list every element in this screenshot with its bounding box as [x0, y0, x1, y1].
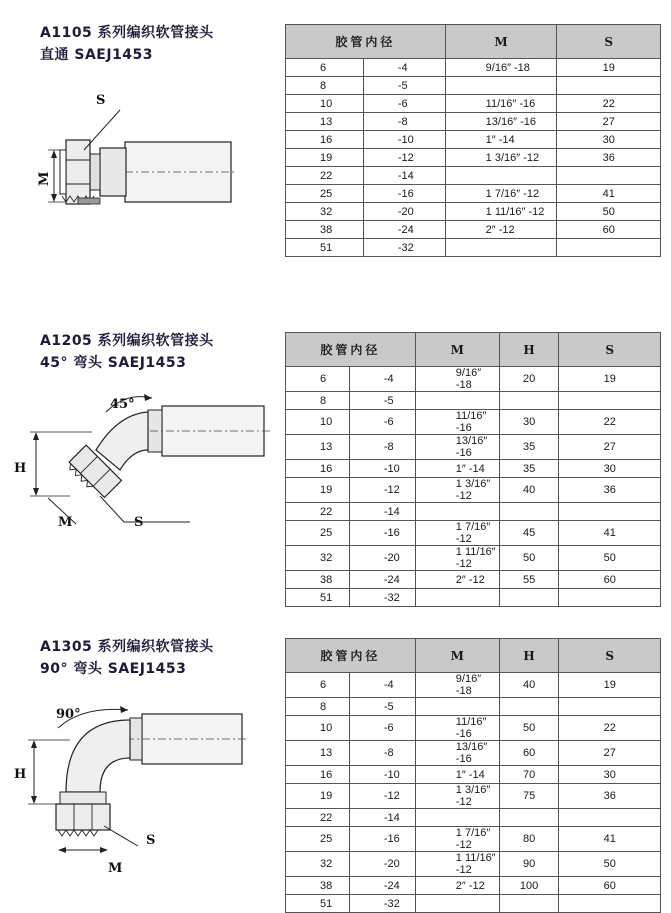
cell-dash-size: -5 [349, 392, 415, 410]
cell-height-h [499, 392, 559, 410]
cell-hex-s: 50 [559, 546, 661, 571]
cell-hose-mm: 16 [286, 766, 350, 784]
table-row [286, 239, 661, 257]
spec-table [285, 24, 661, 257]
cell-thread-m: 1 11/16″ -12 [445, 203, 557, 221]
cell-dash-size: -6 [349, 410, 415, 435]
cell-hose-mm: 19 [286, 784, 350, 809]
table-row [286, 203, 661, 221]
cell-thread-m [445, 77, 557, 95]
cell-dash-size: -8 [349, 435, 415, 460]
cell-hex-s: 27 [559, 741, 661, 766]
cell-height-h [499, 503, 559, 521]
cell-hex-s: 60 [557, 221, 661, 239]
label-angle: 45° [110, 397, 135, 412]
header-s: S [557, 25, 661, 59]
header-m: M [445, 25, 557, 59]
cell-hex-s: 27 [559, 435, 661, 460]
table-row [286, 741, 661, 766]
cell-height-h [499, 589, 559, 607]
cell-hose-mm: 8 [286, 77, 364, 95]
cell-dash-size: -16 [349, 521, 415, 546]
cell-hex-s: 22 [559, 410, 661, 435]
cell-hose-mm: 25 [286, 521, 350, 546]
cell-hex-s [559, 809, 661, 827]
header-s: S [559, 333, 661, 367]
cell-dash-size: -20 [363, 203, 445, 221]
cell-hose-mm: 8 [286, 698, 350, 716]
cell-dash-size: -24 [363, 221, 445, 239]
cell-dash-size: -24 [349, 877, 415, 895]
cell-thread-m: 13/16″ -16 [415, 741, 499, 766]
cell-dash-size: -10 [349, 460, 415, 478]
cell-hose-mm: 22 [286, 167, 364, 185]
cell-hose-mm: 19 [286, 478, 350, 503]
cell-hex-s [557, 77, 661, 95]
label-m: M [37, 171, 52, 186]
cell-dash-size: -24 [349, 571, 415, 589]
title-line-2: 90° 弯头 SAEJ1453 [40, 661, 187, 677]
table-row [286, 698, 661, 716]
cell-hex-s: 60 [559, 571, 661, 589]
cell-hose-mm: 38 [286, 571, 350, 589]
cell-height-h: 30 [499, 410, 559, 435]
title-line-2: 直通 SAEJ1453 [40, 47, 154, 63]
cell-dash-size: -14 [349, 503, 415, 521]
cell-height-h: 35 [499, 435, 559, 460]
cell-thread-m [415, 392, 499, 410]
cell-hex-s: 30 [559, 460, 661, 478]
cell-hex-s: 50 [557, 203, 661, 221]
table-row [286, 673, 661, 698]
cell-thread-m: 1 3/16″ -12 [415, 784, 499, 809]
cell-hex-s: 30 [559, 766, 661, 784]
label-angle: 90° [56, 707, 81, 722]
label-m: M [108, 861, 123, 876]
cell-thread-m [445, 239, 557, 257]
cell-dash-size: -8 [363, 113, 445, 131]
spec-table [285, 332, 661, 607]
cell-height-h: 40 [499, 673, 559, 698]
cell-thread-m: 13/16″ -16 [445, 113, 557, 131]
cell-dash-size: -12 [349, 784, 415, 809]
cell-dash-size: -32 [363, 239, 445, 257]
cell-hex-s: 19 [559, 673, 661, 698]
cell-height-h: 20 [499, 367, 559, 392]
title-line-1: A1205 系列编织软管接头 [40, 333, 214, 349]
cell-dash-size: -5 [349, 698, 415, 716]
cell-hex-s [559, 503, 661, 521]
table-row [286, 392, 661, 410]
cell-thread-m: 11/16″ -16 [415, 716, 499, 741]
section-a1305 [0, 610, 671, 910]
cell-dash-size: -32 [349, 895, 415, 913]
cell-hose-mm: 10 [286, 95, 364, 113]
spec-table-body [286, 673, 661, 913]
cell-height-h: 40 [499, 478, 559, 503]
cell-dash-size: -14 [363, 167, 445, 185]
table-row [286, 571, 661, 589]
cell-hose-mm: 19 [286, 149, 364, 167]
label-h: H [14, 461, 27, 476]
section-a1105 [0, 0, 671, 290]
cell-hex-s [559, 392, 661, 410]
table-row [286, 221, 661, 239]
cell-thread-m [445, 167, 557, 185]
cell-hose-mm: 6 [286, 367, 350, 392]
cell-height-h [499, 698, 559, 716]
table-row [286, 95, 661, 113]
cell-thread-m: 9/16″ -18 [415, 673, 499, 698]
cell-height-h: 60 [499, 741, 559, 766]
table-row [286, 167, 661, 185]
cell-hex-s: 19 [559, 367, 661, 392]
spec-table [285, 638, 661, 913]
cell-hose-mm: 6 [286, 673, 350, 698]
cell-hose-mm: 38 [286, 221, 364, 239]
cell-dash-size: -10 [349, 766, 415, 784]
label-s: S [146, 833, 156, 848]
cell-thread-m: 1 7/16″ -12 [415, 827, 499, 852]
cell-hex-s: 36 [559, 784, 661, 809]
cell-hex-s: 50 [559, 852, 661, 877]
cell-height-h: 50 [499, 716, 559, 741]
cell-dash-size: -14 [349, 809, 415, 827]
cell-hose-mm: 51 [286, 895, 350, 913]
table-row [286, 185, 661, 203]
cell-height-h: 35 [499, 460, 559, 478]
cell-hose-mm: 51 [286, 239, 364, 257]
table-row [286, 521, 661, 546]
cell-hex-s [559, 589, 661, 607]
label-s: S [134, 515, 144, 530]
cell-dash-size: -16 [363, 185, 445, 203]
cell-hex-s: 60 [559, 877, 661, 895]
table-row [286, 149, 661, 167]
cell-height-h: 80 [499, 827, 559, 852]
cell-thread-m: 9/16″ -18 [415, 367, 499, 392]
table-row [286, 589, 661, 607]
cell-hose-mm: 51 [286, 589, 350, 607]
table-row [286, 895, 661, 913]
cell-thread-m: 1 3/16″ -12 [445, 149, 557, 167]
cell-dash-size: -10 [363, 131, 445, 149]
header-hose-id: 胶管内径 [286, 25, 446, 59]
cell-dash-size: -8 [349, 741, 415, 766]
cell-hex-s: 36 [557, 149, 661, 167]
cell-hose-mm: 13 [286, 435, 350, 460]
cell-height-h: 70 [499, 766, 559, 784]
cell-hose-mm: 22 [286, 503, 350, 521]
cell-hex-s: 41 [559, 521, 661, 546]
cell-dash-size: -6 [363, 95, 445, 113]
cell-hex-s [557, 239, 661, 257]
cell-dash-size: -12 [349, 478, 415, 503]
header-hose-id: 胶管内径 [286, 333, 416, 367]
cell-thread-m: 1 11/16″ -12 [415, 852, 499, 877]
table-row [286, 827, 661, 852]
header-h: H [499, 639, 559, 673]
cell-thread-m: 2″ -12 [415, 877, 499, 895]
cell-dash-size: -32 [349, 589, 415, 607]
cell-hose-mm: 25 [286, 185, 364, 203]
cell-hose-mm: 13 [286, 113, 364, 131]
cell-thread-m: 1 11/16″ -12 [415, 546, 499, 571]
cell-dash-size: -20 [349, 546, 415, 571]
cell-hose-mm: 32 [286, 852, 350, 877]
cell-height-h: 90 [499, 852, 559, 877]
table-row [286, 367, 661, 392]
title-line-1: A1305 系列编织软管接头 [40, 639, 214, 655]
cell-dash-size: -4 [349, 673, 415, 698]
table-row [286, 852, 661, 877]
table-row [286, 410, 661, 435]
title-line-2: 45° 弯头 SAEJ1453 [40, 355, 187, 371]
cell-hex-s: 27 [557, 113, 661, 131]
cell-height-h: 45 [499, 521, 559, 546]
cell-hose-mm: 32 [286, 546, 350, 571]
cell-dash-size: -6 [349, 716, 415, 741]
cell-hose-mm: 38 [286, 877, 350, 895]
cell-height-h: 75 [499, 784, 559, 809]
cell-height-h: 100 [499, 877, 559, 895]
straight-fitting-drawing [0, 0, 285, 290]
cell-thread-m [415, 809, 499, 827]
cell-thread-m: 1″ -14 [415, 766, 499, 784]
cell-height-h [499, 809, 559, 827]
cell-thread-m [415, 698, 499, 716]
cell-thread-m: 2″ -12 [445, 221, 557, 239]
label-h: H [14, 767, 27, 782]
cell-dash-size: -20 [349, 852, 415, 877]
table-row [286, 77, 661, 95]
cell-thread-m [415, 589, 499, 607]
cell-hex-s: 36 [559, 478, 661, 503]
table-row [286, 435, 661, 460]
cell-height-h: 50 [499, 546, 559, 571]
title-line-1: A1105 系列编织软管接头 [40, 25, 214, 41]
cell-dash-size: -16 [349, 827, 415, 852]
label-s: S [96, 93, 106, 108]
label-m: M [58, 515, 73, 530]
spec-table-body [286, 367, 661, 607]
header-h: H [499, 333, 559, 367]
spec-table-body [286, 59, 661, 257]
section-a1205 [0, 300, 671, 604]
table-row [286, 478, 661, 503]
table-row [286, 460, 661, 478]
cell-thread-m [415, 895, 499, 913]
cell-thread-m: 1 7/16″ -12 [415, 521, 499, 546]
table-row [286, 113, 661, 131]
table-row [286, 59, 661, 77]
cell-thread-m: 1″ -14 [445, 131, 557, 149]
cell-hose-mm: 13 [286, 741, 350, 766]
cell-hex-s: 22 [557, 95, 661, 113]
elbow-90-fitting-drawing [0, 610, 285, 890]
cell-hex-s: 19 [557, 59, 661, 77]
elbow-45-fitting-drawing [0, 300, 285, 600]
cell-hose-mm: 16 [286, 460, 350, 478]
cell-thread-m: 9/16″ -18 [445, 59, 557, 77]
cell-thread-m: 2″ -12 [415, 571, 499, 589]
cell-dash-size: -5 [363, 77, 445, 95]
cell-height-h: 55 [499, 571, 559, 589]
cell-hex-s [559, 698, 661, 716]
cell-hex-s: 30 [557, 131, 661, 149]
cell-thread-m: 13/16″ -16 [415, 435, 499, 460]
cell-hose-mm: 8 [286, 392, 350, 410]
header-m: M [415, 639, 499, 673]
header-s: S [559, 639, 661, 673]
cell-hex-s: 41 [559, 827, 661, 852]
cell-hex-s: 22 [559, 716, 661, 741]
cell-hose-mm: 25 [286, 827, 350, 852]
table-row [286, 716, 661, 741]
cell-hex-s [557, 167, 661, 185]
table-row [286, 809, 661, 827]
cell-thread-m: 1″ -14 [415, 460, 499, 478]
cell-thread-m: 1 3/16″ -12 [415, 478, 499, 503]
cell-thread-m: 11/16″ -16 [445, 95, 557, 113]
cell-hose-mm: 10 [286, 410, 350, 435]
cell-hose-mm: 16 [286, 131, 364, 149]
cell-thread-m [415, 503, 499, 521]
header-hose-id: 胶管内径 [286, 639, 416, 673]
cell-hex-s: 41 [557, 185, 661, 203]
table-row [286, 877, 661, 895]
table-row [286, 784, 661, 809]
table-row [286, 503, 661, 521]
cell-hose-mm: 22 [286, 809, 350, 827]
table-row [286, 131, 661, 149]
cell-hex-s [559, 895, 661, 913]
table-row [286, 546, 661, 571]
cell-thread-m: 1 7/16″ -12 [445, 185, 557, 203]
cell-hose-mm: 10 [286, 716, 350, 741]
cell-dash-size: -4 [349, 367, 415, 392]
table-row [286, 766, 661, 784]
cell-hose-mm: 6 [286, 59, 364, 77]
cell-hose-mm: 32 [286, 203, 364, 221]
cell-dash-size: -4 [363, 59, 445, 77]
cell-dash-size: -12 [363, 149, 445, 167]
header-m: M [415, 333, 499, 367]
cell-height-h [499, 895, 559, 913]
cell-thread-m: 11/16″ -16 [415, 410, 499, 435]
